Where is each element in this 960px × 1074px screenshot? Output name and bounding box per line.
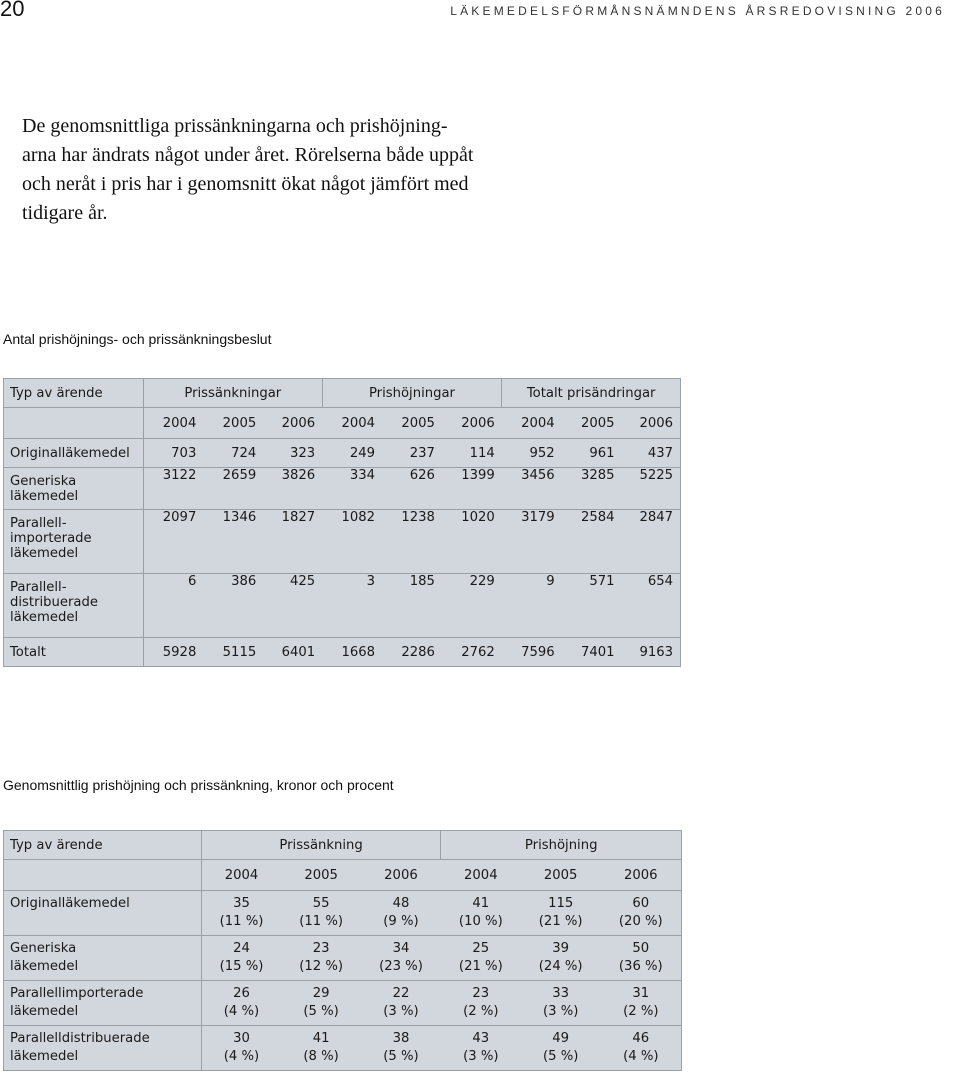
value-percent: (3 %) bbox=[542, 1004, 579, 1019]
table-cell: 229 bbox=[442, 574, 502, 638]
row-label-line: läkemedel bbox=[10, 610, 79, 625]
table-row bbox=[4, 981, 682, 1026]
table-cell: 1668 bbox=[322, 638, 382, 667]
table-cell: 2286 bbox=[382, 638, 442, 667]
intro-paragraph bbox=[22, 112, 492, 228]
column-header-type: Typ av ärende bbox=[4, 831, 202, 860]
table-cell: 3826 bbox=[263, 468, 322, 510]
table-total-row bbox=[4, 638, 681, 667]
value-kronor: 50 bbox=[632, 941, 650, 956]
value-percent: (2 %) bbox=[623, 1004, 659, 1019]
table1-title: Antal prishöjnings- och prissänkningsbeslut bbox=[3, 331, 272, 347]
value-percent: (10 %) bbox=[458, 914, 503, 929]
table-cell bbox=[441, 936, 521, 981]
row-label-line: läkemedel bbox=[10, 546, 79, 561]
table-cell bbox=[601, 1026, 682, 1071]
table-cell: 2659 bbox=[203, 468, 263, 510]
intro-line: tidigare år. bbox=[22, 202, 108, 224]
value-kronor: 41 bbox=[312, 1031, 330, 1046]
intro-line: och neråt i pris har i genomsnitt ökat något jämfört med bbox=[22, 173, 469, 195]
value-kronor: 60 bbox=[632, 896, 650, 911]
table-cell: 2847 bbox=[622, 510, 681, 574]
table-cell bbox=[601, 981, 682, 1026]
year-header: 2005 bbox=[562, 408, 622, 439]
empty-cell bbox=[4, 860, 202, 891]
table-row bbox=[4, 891, 682, 936]
value-percent: (2 %) bbox=[463, 1004, 499, 1019]
year-header: 2006 bbox=[263, 408, 322, 439]
year-header: 2004 bbox=[201, 860, 281, 891]
table-cell bbox=[601, 936, 682, 981]
table-cell bbox=[361, 936, 441, 981]
column-group-header: Prishöjningar bbox=[322, 379, 502, 408]
row-label-line: Parallell- bbox=[10, 516, 67, 531]
year-header: 2004 bbox=[441, 860, 521, 891]
table-row bbox=[4, 510, 681, 574]
value-percent: (5 %) bbox=[303, 1004, 339, 1019]
value-kronor: 39 bbox=[552, 941, 570, 956]
value-percent: (4 %) bbox=[623, 1049, 659, 1064]
value-kronor: 31 bbox=[632, 986, 650, 1001]
value-kronor: 34 bbox=[392, 941, 410, 956]
value-kronor: 30 bbox=[233, 1031, 250, 1046]
value-kronor: 25 bbox=[472, 941, 490, 956]
table-cell bbox=[281, 891, 361, 936]
row-label-line: läkemedel bbox=[10, 959, 79, 974]
table-row bbox=[4, 439, 681, 468]
value-percent: (12 %) bbox=[299, 959, 343, 974]
row-label-line: Parallellimporterade bbox=[10, 986, 144, 1001]
table-cell: 3285 bbox=[562, 468, 622, 510]
table-average-price-change bbox=[3, 830, 682, 1071]
row-label-line: läkemedel bbox=[10, 1049, 79, 1064]
table2-years-row bbox=[4, 860, 682, 891]
table-cell: 323 bbox=[263, 439, 322, 468]
table-cell bbox=[521, 981, 601, 1026]
value-kronor: 22 bbox=[392, 986, 410, 1001]
column-group-header: Prissänkning bbox=[201, 831, 441, 860]
table-cell: 3 bbox=[322, 574, 382, 638]
row-label bbox=[4, 981, 202, 1026]
value-kronor: 38 bbox=[392, 1031, 410, 1046]
value-kronor: 24 bbox=[233, 941, 250, 956]
table-cell bbox=[281, 1026, 361, 1071]
table-cell bbox=[281, 936, 361, 981]
row-label-line: Generiska bbox=[10, 941, 77, 956]
table-cell: 3122 bbox=[143, 468, 203, 510]
table-cell bbox=[441, 891, 521, 936]
year-header: 2006 bbox=[361, 860, 441, 891]
table-cell bbox=[521, 891, 601, 936]
value-percent: (21 %) bbox=[538, 914, 583, 929]
value-kronor: 23 bbox=[312, 941, 330, 956]
intro-line: De genomsnittliga prissänkningarna och prishöjning- bbox=[22, 115, 448, 137]
row-label-line: Parallell- bbox=[10, 580, 67, 595]
table-cell: 724 bbox=[203, 439, 263, 468]
table-cell: 1827 bbox=[263, 510, 322, 574]
row-label-line: importerade bbox=[10, 531, 92, 546]
table-cell bbox=[521, 1026, 601, 1071]
table-cell bbox=[521, 936, 601, 981]
table-cell: 9163 bbox=[622, 638, 681, 667]
column-group-header: Prishöjning bbox=[441, 831, 682, 860]
year-header: 2004 bbox=[322, 408, 382, 439]
row-label-line: läkemedel bbox=[10, 489, 79, 504]
table-cell bbox=[441, 1026, 521, 1071]
year-header: 2005 bbox=[203, 408, 263, 439]
table-cell bbox=[281, 981, 361, 1026]
table-cell: 1020 bbox=[442, 510, 502, 574]
year-header: 2004 bbox=[143, 408, 203, 439]
table-cell: 2762 bbox=[442, 638, 502, 667]
value-percent: (3 %) bbox=[463, 1049, 499, 1064]
table-cell: 3456 bbox=[502, 468, 562, 510]
value-kronor: 23 bbox=[472, 986, 490, 1001]
table-cell: 386 bbox=[203, 574, 263, 638]
table-cell: 1399 bbox=[442, 468, 502, 510]
row-label-line: läkemedel bbox=[10, 1004, 79, 1019]
column-group-header: Totalt prisändringar bbox=[502, 379, 681, 408]
table-cell bbox=[441, 981, 521, 1026]
page-number: 20 bbox=[0, 0, 25, 21]
table2-header-row bbox=[4, 831, 682, 860]
running-header: LÄKEMEDELSFÖRMÅNSNÄMNDENS ÅRSREDOVISNING 2006 bbox=[450, 4, 945, 18]
table-row bbox=[4, 936, 682, 981]
table1-years-row bbox=[4, 408, 681, 439]
value-percent: (8 %) bbox=[303, 1049, 339, 1064]
table-cell: 3179 bbox=[502, 510, 562, 574]
value-percent: (15 %) bbox=[219, 959, 264, 974]
table-cell: 1082 bbox=[322, 510, 382, 574]
value-kronor: 33 bbox=[552, 986, 570, 1001]
table-cell: 5115 bbox=[203, 638, 263, 667]
table-cell: 5928 bbox=[143, 638, 203, 667]
intro-line: arna har ändrats något under året. Rörelserna både uppåt bbox=[22, 144, 474, 166]
value-percent: (5 %) bbox=[383, 1049, 419, 1064]
table-cell: 9 bbox=[502, 574, 562, 638]
value-percent: (3 %) bbox=[383, 1004, 419, 1019]
value-percent: (20 %) bbox=[618, 914, 663, 929]
row-label-line: Originalläkemedel bbox=[10, 896, 130, 911]
value-kronor: 43 bbox=[472, 1031, 490, 1046]
table-cell bbox=[201, 891, 281, 936]
value-kronor: 115 bbox=[548, 896, 574, 911]
table-cell bbox=[201, 1026, 281, 1071]
value-percent: (4 %) bbox=[223, 1004, 260, 1019]
table-cell: 6401 bbox=[263, 638, 322, 667]
table-cell: 703 bbox=[143, 439, 203, 468]
year-header: 2006 bbox=[601, 860, 682, 891]
value-kronor: 48 bbox=[392, 896, 410, 911]
row-label bbox=[4, 891, 202, 936]
table-cell: 626 bbox=[382, 468, 442, 510]
table-cell: 437 bbox=[622, 439, 681, 468]
column-header-type: Typ av ärende bbox=[4, 379, 144, 408]
table-cell bbox=[601, 891, 682, 936]
value-percent: (11 %) bbox=[299, 914, 343, 929]
value-kronor: 46 bbox=[632, 1031, 650, 1046]
value-kronor: 49 bbox=[552, 1031, 570, 1046]
table-cell: 571 bbox=[562, 574, 622, 638]
year-header: 2005 bbox=[521, 860, 601, 891]
table-cell: 952 bbox=[502, 439, 562, 468]
row-label-line: Parallelldistribuerade bbox=[10, 1031, 150, 1046]
table-cell: 5225 bbox=[622, 468, 681, 510]
value-kronor: 26 bbox=[233, 986, 250, 1001]
table-cell bbox=[201, 981, 281, 1026]
value-percent: (9 %) bbox=[383, 914, 419, 929]
table-cell: 6 bbox=[143, 574, 203, 638]
table-cell: 961 bbox=[562, 439, 622, 468]
table-row bbox=[4, 468, 681, 510]
value-percent: (4 %) bbox=[223, 1049, 260, 1064]
row-label: Originalläkemedel bbox=[4, 439, 144, 468]
value-percent: (36 %) bbox=[618, 959, 663, 974]
table-cell bbox=[361, 981, 441, 1026]
table-row bbox=[4, 1026, 682, 1071]
table-cell: 2584 bbox=[562, 510, 622, 574]
table-cell: 185 bbox=[382, 574, 442, 638]
year-header: 2006 bbox=[442, 408, 502, 439]
table-row bbox=[4, 574, 681, 638]
table-cell: 1238 bbox=[382, 510, 442, 574]
table-cell: 237 bbox=[382, 439, 442, 468]
table-cell bbox=[361, 1026, 441, 1071]
value-percent: (23 %) bbox=[379, 959, 423, 974]
year-header: 2005 bbox=[281, 860, 361, 891]
table2-title: Genomsnittlig prishöjning och prissänkning, kronor och procent bbox=[3, 777, 394, 793]
table-cell: 7401 bbox=[562, 638, 622, 667]
row-label bbox=[4, 510, 144, 574]
table-cell bbox=[201, 936, 281, 981]
table-cell: 334 bbox=[322, 468, 382, 510]
value-kronor: 35 bbox=[233, 896, 250, 911]
row-label bbox=[4, 936, 202, 981]
empty-cell bbox=[4, 408, 144, 439]
row-label-line: Generiska bbox=[10, 474, 77, 489]
table-cell: 1346 bbox=[203, 510, 263, 574]
row-label-line: distribuerade bbox=[10, 595, 98, 610]
table1-header-row bbox=[4, 379, 681, 408]
table-cell: 249 bbox=[322, 439, 382, 468]
row-label bbox=[4, 574, 144, 638]
year-header: 2005 bbox=[382, 408, 442, 439]
value-kronor: 41 bbox=[472, 896, 490, 911]
year-header: 2004 bbox=[502, 408, 562, 439]
value-kronor: 29 bbox=[312, 986, 330, 1001]
value-kronor: 55 bbox=[312, 896, 330, 911]
row-label bbox=[4, 1026, 202, 1071]
year-header: 2006 bbox=[622, 408, 681, 439]
table-price-decisions bbox=[3, 378, 681, 667]
row-label: Totalt bbox=[4, 638, 144, 667]
column-group-header: Prissänkningar bbox=[143, 379, 322, 408]
value-percent: (5 %) bbox=[542, 1049, 579, 1064]
value-percent: (11 %) bbox=[219, 914, 264, 929]
table-cell: 7596 bbox=[502, 638, 562, 667]
value-percent: (21 %) bbox=[458, 959, 503, 974]
table-cell: 114 bbox=[442, 439, 502, 468]
row-label bbox=[4, 468, 144, 510]
table-cell: 654 bbox=[622, 574, 681, 638]
value-percent: (24 %) bbox=[538, 959, 583, 974]
table-cell: 425 bbox=[263, 574, 322, 638]
table-cell: 2097 bbox=[143, 510, 203, 574]
table-cell bbox=[361, 891, 441, 936]
